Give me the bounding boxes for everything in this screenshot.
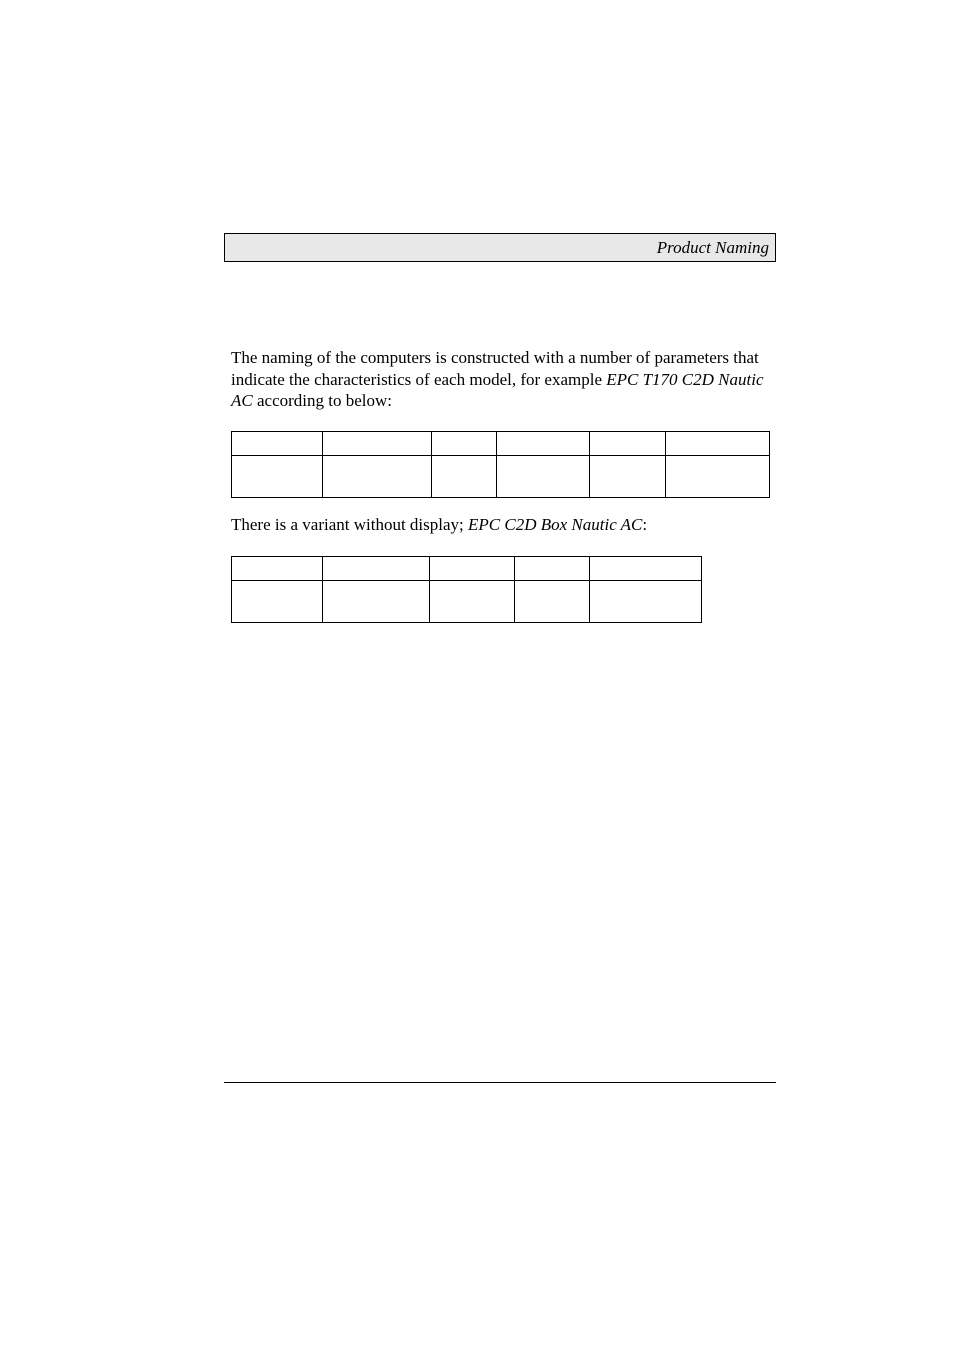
table-cell [323,456,432,498]
table-cell [515,557,590,581]
table-cell [515,581,590,623]
table-row [232,456,770,498]
variant-text-after: : [642,515,648,534]
display-model-naming-table [231,431,770,498]
box-model-naming-table [231,556,702,623]
table-cell [232,557,323,581]
variant-example-model: EPC C2D Box Nautic AC [468,515,643,534]
table-cell [323,432,432,456]
table-cell [590,557,702,581]
variant-text-before: There is a variant without display; [231,515,468,534]
table-cell [497,456,590,498]
section-header-bar [224,233,776,262]
table-header-row [232,557,702,581]
intro-text-after: according to below: [252,391,392,410]
table-cell [432,432,497,456]
section-title: Product Naming [656,238,769,257]
table-cell [590,581,702,623]
table-cell [232,581,323,623]
table-header-row [232,432,770,456]
table-row [232,581,702,623]
table-cell [430,581,515,623]
table-cell [232,432,323,456]
intro-text-before: The naming of the computers is constructed with a number of parameters that indicate the characteristics of each model, for example [231,348,759,389]
table-cell [232,456,323,498]
table-cell [666,456,770,498]
intro-paragraph [231,347,771,412]
variant-paragraph [231,514,647,536]
table-cell [323,557,430,581]
table-cell [323,581,430,623]
table-cell [590,456,666,498]
table-cell [590,432,666,456]
intro-example-model: EPC T170 C2D Nautic AC [231,369,764,410]
table-cell [430,557,515,581]
table-cell [497,432,590,456]
table-cell [432,456,497,498]
table-cell [666,432,770,456]
footer-divider [224,1082,776,1083]
